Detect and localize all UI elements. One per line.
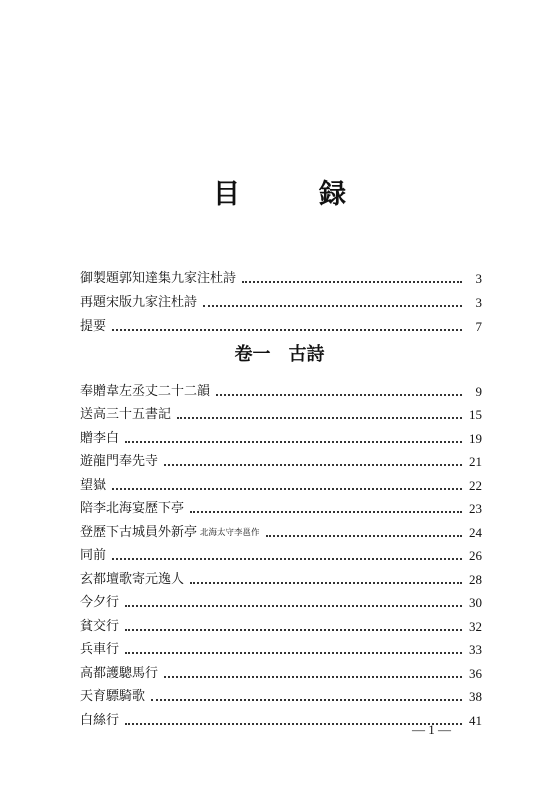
toc-entry-page: 36 (469, 665, 482, 681)
toc-entry-page: 3 (475, 295, 482, 310)
toc-entry[interactable] (80, 470, 482, 494)
dot-leader (164, 676, 462, 678)
dot-leader (242, 281, 462, 283)
toc-entry-note: 北海太守李邕作 (200, 527, 260, 538)
toc-entry-title: 同前 (80, 548, 107, 563)
toc-entry-title: 提要 (80, 319, 107, 334)
toc-entry-title: 玄都壇歌寄元逸人 (80, 571, 185, 587)
toc-entry-title: 今夕行 (80, 595, 120, 610)
toc-entry-page: 7 (475, 319, 482, 334)
toc-entry-page: 15 (469, 407, 482, 422)
toc-entry[interactable] (80, 423, 482, 447)
section-heading: 卷一 古詩 (234, 344, 325, 365)
dot-leader (125, 629, 462, 631)
toc-entry[interactable] (80, 682, 482, 706)
front-matter-list (80, 263, 482, 335)
dot-leader (112, 488, 462, 490)
toc-entry-title: 陪李北海宴歷下亭 (80, 501, 185, 516)
toc-entry[interactable] (80, 400, 482, 424)
toc-entry-page: 24 (469, 524, 482, 540)
dot-leader (216, 394, 462, 396)
toc-entry-page: 19 (469, 430, 482, 446)
toc-entry[interactable] (80, 635, 482, 659)
page-number: — 1 — (412, 722, 451, 737)
toc-entry[interactable] (80, 611, 482, 635)
toc-entry[interactable] (80, 517, 482, 541)
toc-entry[interactable] (80, 564, 482, 588)
toc-entry[interactable] (80, 447, 482, 471)
toc-entry-page: 41 (469, 712, 482, 728)
toc-entry-title: 再題宋版九家注杜詩 (80, 295, 198, 310)
dot-leader (125, 605, 462, 607)
toc-entry-title: 高都護驄馬行 (80, 665, 159, 681)
toc-entry-title: 白絲行 (80, 712, 120, 728)
toc-entry-title: 兵車行 (80, 642, 120, 657)
dot-leader (151, 699, 462, 701)
dot-leader (112, 329, 462, 331)
toc-entry-page: 22 (469, 477, 482, 493)
toc-entry-page: 33 (469, 642, 482, 657)
toc-entry-title: 望嶽 (80, 477, 107, 493)
toc-entry-page: 32 (469, 618, 482, 634)
toc-entry-title: 遊龍門奉先寺 (80, 454, 159, 469)
toc-entry-title: 送高三十五書記 (80, 407, 172, 422)
page-title: 目 録 (213, 179, 372, 210)
dot-leader (177, 417, 462, 419)
toc-entry-title: 天育驃騎歌 (80, 689, 146, 704)
dot-leader (190, 582, 462, 584)
dot-leader (203, 305, 462, 307)
toc-entry[interactable] (80, 311, 482, 335)
toc-entry-page: 30 (469, 595, 482, 610)
toc-entry-title: 奉贈韋左丞丈二十二韻 (80, 383, 211, 399)
toc-entry[interactable] (80, 658, 482, 682)
toc-entry[interactable] (80, 287, 482, 311)
dot-leader (125, 441, 462, 443)
toc-entry[interactable] (80, 376, 482, 400)
toc-entry-title: 贈李白 (80, 430, 120, 446)
toc-list (80, 376, 482, 729)
toc-entry-page: 26 (469, 548, 482, 563)
dot-leader (266, 535, 462, 537)
toc-entry-page: 21 (469, 454, 482, 469)
toc-entry[interactable] (80, 263, 482, 287)
toc-entry-page: 9 (475, 383, 482, 399)
toc-entry-title: 登歷下古城員外新亭 (80, 524, 198, 540)
toc-entry-page: 38 (469, 689, 482, 704)
toc-entry-page: 23 (469, 501, 482, 516)
toc-entry[interactable] (80, 588, 482, 612)
dot-leader (190, 511, 462, 513)
toc-entry[interactable] (80, 494, 482, 518)
dot-leader (164, 464, 462, 466)
toc-entry[interactable] (80, 541, 482, 565)
toc-entry-page: 3 (475, 271, 482, 286)
toc-entry-title: 貧交行 (80, 618, 120, 634)
toc-entry-title: 御製題郭知達集九家注杜詩 (80, 271, 237, 286)
dot-leader (112, 558, 462, 560)
dot-leader (125, 652, 462, 654)
toc-entry-page: 28 (469, 571, 482, 587)
